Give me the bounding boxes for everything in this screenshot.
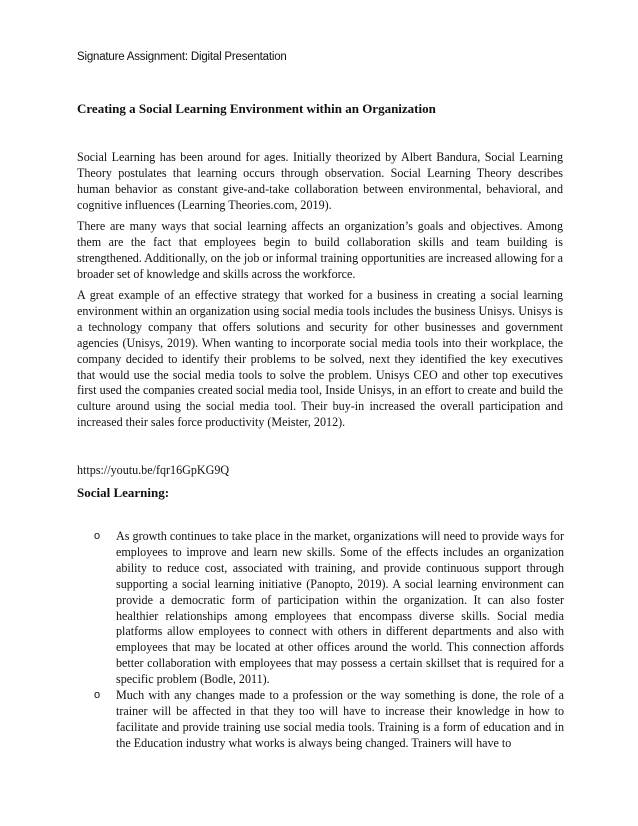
bullet-marker-icon: o xyxy=(94,530,101,542)
list-item-text: As growth continues to take place in the market, organizations will need to provide ways for employees to improve and learn new skills. Some of the effects includes an organization ability to reduce cost, associated with training, and provide continuous support through supporting a social learning initiative (Panopto, 2019). A social learning environment can provide a democratic form of participation within the organization. It can also foster healthier relationships among employees that encompass diverse skills. Social media platforms allow employees to connect with others in different departments and also with employees that may be located at other offices around the world. This connection affords better collaboration with employees that may possess a certain skillset that is required for a specific problem (Bodle, 2011). xyxy=(116,529,564,687)
assignment-header: Signature Assignment: Digital Presentation xyxy=(77,51,287,63)
section-heading-social-learning: Social Learning: xyxy=(77,485,170,500)
paragraph-intro: Social Learning has been around for ages. Initially theorized by Albert Bandura, Social Learning Theory postulates that learning occurs through observation. Social Learning Theory describes human behavior as constant give-and-take collaboration between environmental, behavioral, and cognitive influences (Learning Theories.com, 2019). xyxy=(77,150,563,212)
list-item xyxy=(94,529,564,688)
bullet-marker-icon: o xyxy=(94,689,101,702)
list-item xyxy=(94,688,564,752)
bullet-list xyxy=(94,529,564,752)
list-item-text: Much with any changes made to a profession or the way something is done, the role of a trainer will be affected in that they too will have to increase their knowledge in how to facilitate and provide training use social media tools. Training is a form of education and in the Education industry what works is always being changed. Trainers will have to xyxy=(116,688,564,750)
video-link[interactable]: https://youtu.be/fqr16GpKG9Q xyxy=(77,463,230,477)
document-title: Creating a Social Learning Environment within an Organization xyxy=(77,101,436,116)
paragraph-unisys-example: A great example of an effective strategy that worked for a business in creating a social learning environment within an organization using social media tools includes the business Unisys. Unisys is a technology company that offers solutions and security for other businesses and government agencies (Unisys, 2019). When wanting to incorporate social media tools into their workplace, the company decided to identify their problems to be solved, next they identified the key executives that would use the social media tools to solve the problem. Unisys CEO and other top executives first used the companies created social media tool, Inside Unisys, in an effort to create and build the culture around using the social media tool. Their buy-in increased the overall participation and increased their sales force productivity (Meister, 2012). xyxy=(77,288,563,430)
paragraph-goals: There are many ways that social learning affects an organization’s goals and objectives. Among them are the fact that employees begin to build collaboration skills and team building is strengthened. Additionally, on the job or informal training opportunities are increased allowing for a broader set of knowledge and skills across the workforce. xyxy=(77,219,563,281)
